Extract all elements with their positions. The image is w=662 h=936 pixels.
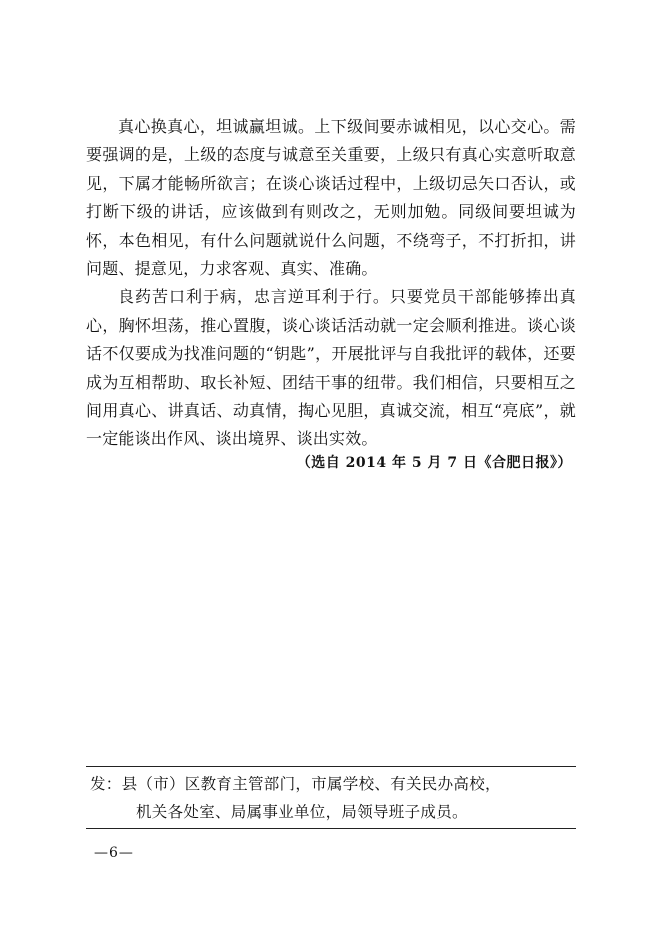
distribution-line-2: 机关各处室、局属事业单位，局领导班子成员。: [136, 803, 468, 821]
source-citation: （选自 2014 年 5 月 7 日《合肥日报》）: [296, 455, 572, 471]
paragraph-2: 良药苦口利于病，忠言逆耳利于行。只要党员干部能够捧出真心，胸怀坦荡，推心置腹，谈心谈话活动就一定会顺利推进。谈心谈话不仅要成为找准问题的“钥匙”，开展批评与自我批评的载体，还要成为互相帮助、取长补短、团结干事的纽带。我们相信，只要相互之间用真心、讲真话、动真情，掏心见胆，真诚交流，相互“亮底”，就一定能谈出作风、谈出境界、谈出实效。: [86, 287, 576, 449]
paragraph-1: 真心换真心，坦诚赢坦诚。上下级间要赤诚相见，以心交心。需要强调的是，上级的态度与诚意至关重要，上级只有真心实意听取意见，下属才能畅所欲言；在谈心谈话过程中，上级切忌矢口否认，或打断下级的讲话，应该做到有则改之，无则加勉。同级间要坦诚为怀，本色相见，有什么问题就说什么问题，不绕弯子，不打折扣，讲问题、提意见，力求客观、真实、准确。: [86, 117, 576, 279]
article-body: [86, 113, 576, 454]
distribution-list: [90, 770, 576, 826]
page-number: —6—: [94, 845, 134, 861]
distribution-bottom-rule: [86, 828, 576, 829]
distribution-top-rule: [86, 766, 576, 767]
distribution-line-1: 发：县（市）区教育主管部门，市属学校、有关民办高校，: [90, 775, 501, 793]
